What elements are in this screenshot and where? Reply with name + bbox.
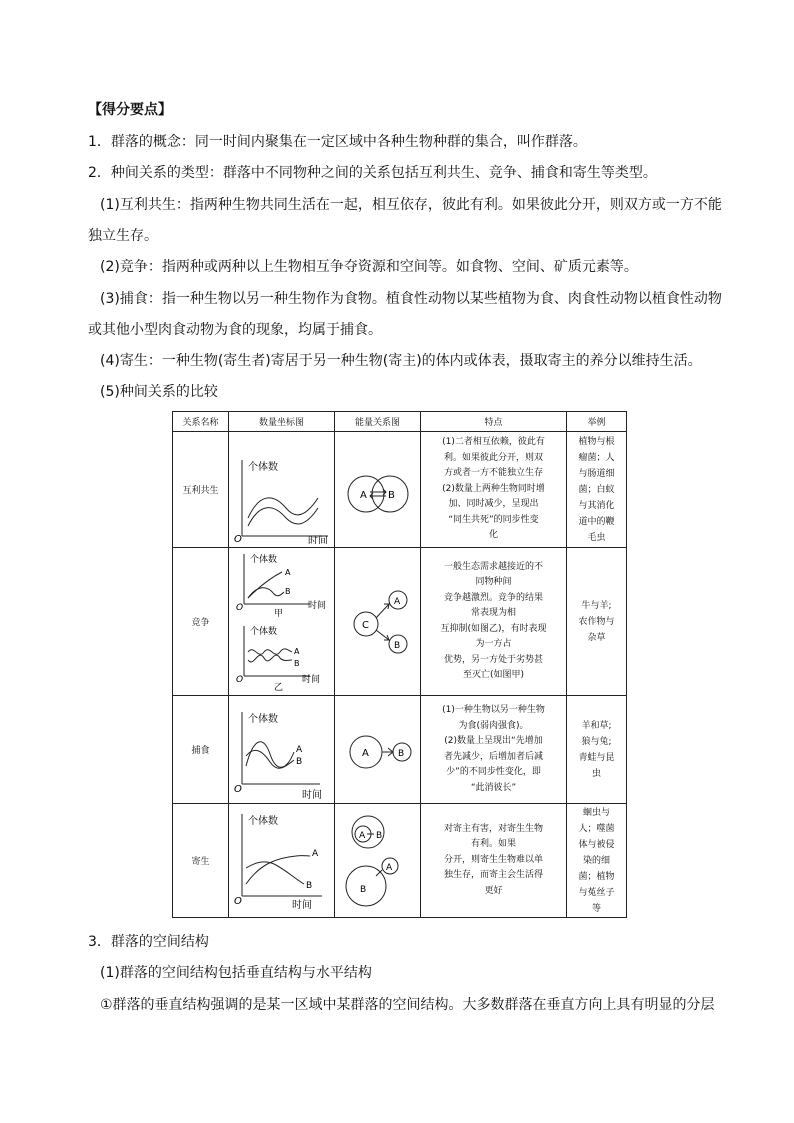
feature-line: 独生存，而寄主会生活得 bbox=[443, 870, 543, 881]
example-line: 蛔虫与 bbox=[582, 807, 610, 818]
example-line: 菌；白蚁 bbox=[578, 484, 615, 495]
svg-text:A: A bbox=[295, 745, 302, 755]
paragraph-parasitism: (4)寄生：一种生物(寄生者)寄居于另一种生物(寄主)的体内或体表，摄取寄主的养分以维持生活。 bbox=[100, 353, 702, 369]
feature-line: 化 bbox=[488, 530, 498, 541]
y-axis-label: 个体数 bbox=[247, 816, 278, 827]
example-line: 毛虫 bbox=[587, 532, 606, 543]
feature-line: (1)二者相互依赖，彼此有 bbox=[442, 437, 545, 448]
feature-line: 互抑制(如图乙)，有时表现 bbox=[440, 623, 547, 634]
row-name: 寄生 bbox=[173, 804, 229, 918]
feature-line: 竞争越激烈。竞争的结果 bbox=[443, 592, 543, 603]
feature-line: 少”的不同步性变化，即 bbox=[446, 767, 541, 777]
feature-line: 分开，则寄生生物难以单 bbox=[443, 854, 543, 865]
header-examples: 举例 bbox=[567, 412, 627, 432]
features-parasitism bbox=[421, 804, 567, 918]
features-competition bbox=[421, 548, 567, 696]
row-name: 互利共生 bbox=[173, 432, 229, 548]
origin-label: O bbox=[235, 675, 243, 685]
svg-text:B: B bbox=[305, 881, 312, 891]
svg-text:A: A bbox=[385, 863, 392, 873]
svg-text:B: B bbox=[393, 641, 400, 651]
example-line: 与其消化 bbox=[578, 500, 615, 511]
energy-graph-mutualism bbox=[335, 432, 421, 548]
quantity-graph-competition bbox=[229, 548, 335, 696]
feature-line: “同生共死”的同步性变 bbox=[448, 514, 539, 525]
origin-label: O bbox=[235, 603, 243, 613]
y-axis-label: 个体数 bbox=[247, 462, 278, 473]
energy-graph-predation bbox=[335, 696, 421, 804]
graph-label-jia: 甲 bbox=[273, 609, 283, 619]
table-row bbox=[173, 804, 627, 918]
svg-text:A: A bbox=[293, 647, 299, 656]
paragraph-relation-types: 2．种间关系的类型：群落中不同物种之间的关系包括互利共生、竞争、捕食和寄生等类型。 bbox=[88, 165, 657, 181]
quantity-graph-predation bbox=[229, 696, 335, 804]
table-row bbox=[173, 548, 627, 696]
svg-text:B: B bbox=[293, 659, 299, 668]
svg-text:B: B bbox=[359, 885, 366, 895]
svg-text:B: B bbox=[284, 587, 290, 596]
svg-text:A: A bbox=[359, 490, 367, 501]
section-spatial-structure: 3．群落的空间结构 bbox=[88, 934, 209, 950]
paragraph-spatial-structure: (1)群落的空间结构包括垂直结构与水平结构 bbox=[100, 965, 372, 981]
quantity-graph-parasitism bbox=[229, 804, 335, 918]
quantity-graph-mutualism bbox=[229, 432, 335, 548]
feature-line: (1)一种生物以另一种生物 bbox=[442, 705, 545, 715]
feature-line: 加、同时减少，呈现出 bbox=[448, 499, 539, 510]
svg-text:A: A bbox=[393, 597, 400, 607]
example-line: 杂草 bbox=[587, 632, 606, 643]
example-line: 虫 bbox=[591, 768, 601, 779]
example-line: 羊和草; bbox=[581, 720, 612, 731]
example-line: 植物与根 bbox=[578, 436, 615, 447]
row-name: 竞争 bbox=[173, 548, 229, 696]
example-line: 狼与兔; bbox=[581, 736, 612, 747]
paragraph-mutualism-1: (1)互利共生：指两种生物共同生活在一起，相互依存，彼此有利。如果彼此分开，则双方或一方不能 bbox=[100, 197, 722, 213]
feature-line: 至灭亡(如图甲) bbox=[462, 670, 525, 680]
example-line: 菌；植物 bbox=[578, 871, 615, 882]
feature-line: “此消彼长” bbox=[470, 782, 517, 793]
header-quantity-graph: 数量坐标图 bbox=[229, 412, 335, 432]
example-line: 农作物与 bbox=[578, 616, 615, 627]
origin-label: O bbox=[233, 534, 242, 544]
features-predation bbox=[421, 696, 567, 804]
feature-line: 方或者一方不能独立生存 bbox=[443, 468, 543, 479]
example-line: 体与被侵 bbox=[578, 839, 615, 850]
header-relation-name: 关系名称 bbox=[173, 412, 229, 432]
paragraph-comparison-title: (5)种间关系的比较 bbox=[100, 384, 218, 400]
feature-line: 对寄主有害，对寄生生物 bbox=[443, 823, 543, 834]
feature-line: 常表现为相 bbox=[470, 608, 516, 618]
feature-line: (2)数量上两种生物同时增 bbox=[442, 483, 545, 494]
origin-label: O bbox=[233, 896, 242, 907]
example-line: 牛与羊; bbox=[581, 600, 612, 611]
table-row bbox=[173, 696, 627, 804]
examples-mutualism bbox=[567, 432, 627, 548]
x-axis-label: 时间 bbox=[301, 675, 320, 685]
examples-parasitism bbox=[567, 804, 627, 918]
feature-line: 为食(弱肉强食)。 bbox=[458, 720, 529, 731]
svg-text:A: A bbox=[358, 831, 365, 841]
section-heading: 【得分要点】 bbox=[88, 102, 172, 118]
table-header-row bbox=[173, 412, 627, 432]
feature-line: 一般生态需求越接近的不 bbox=[443, 561, 543, 572]
paragraph-predation-1: (3)捕食：指一种生物以另一种生物作为食物。植食性动物以某些植物为食、肉食性动物以植食性动物 bbox=[100, 291, 722, 307]
svg-text:A: A bbox=[361, 748, 369, 759]
features-mutualism bbox=[421, 432, 567, 548]
paragraph-predation-2: 或其他小型肉食动物为食的现象，均属于捕食。 bbox=[88, 322, 382, 338]
relation-comparison-table bbox=[172, 411, 627, 918]
example-line: 青蛙与昆 bbox=[578, 752, 615, 763]
svg-text:B: B bbox=[387, 490, 395, 501]
paragraph-community-concept: 1．群落的概念：同一时间内聚集在一定区域中各种生物种群的集合，叫作群落。 bbox=[88, 134, 587, 150]
example-line: 道中的鞭 bbox=[578, 516, 615, 527]
origin-label: O bbox=[233, 784, 242, 795]
y-axis-label: 个体数 bbox=[249, 555, 277, 565]
header-energy-graph: 能量关系图 bbox=[335, 412, 421, 432]
x-axis-label: 时间 bbox=[301, 790, 322, 800]
feature-line: 者先减少，后增加者后减 bbox=[443, 751, 543, 762]
x-axis-label: 时间 bbox=[307, 536, 328, 544]
paragraph-vertical-structure: ①群落的垂直结构强调的是某一区域中某群落的空间结构。大多数群落在垂直方向上具有明显的分层 bbox=[100, 997, 715, 1013]
feature-line: 利。如果彼此分开，则双 bbox=[443, 452, 543, 463]
feature-line: 更好 bbox=[484, 885, 503, 896]
feature-line: (2)数量上呈现出“先增加 bbox=[444, 736, 543, 746]
graph-label-yi: 乙 bbox=[273, 683, 283, 692]
example-line: 与菟丝子 bbox=[578, 887, 615, 898]
y-axis-label: 个体数 bbox=[247, 714, 278, 725]
feature-line: 同物种间 bbox=[475, 577, 512, 587]
x-axis-label: 时间 bbox=[307, 601, 326, 611]
table-row bbox=[173, 432, 627, 548]
svg-text:A: A bbox=[311, 849, 318, 859]
example-line: 与肠道细 bbox=[578, 468, 615, 479]
example-line: 瘤菌；人 bbox=[578, 452, 615, 463]
header-features: 特点 bbox=[421, 412, 567, 432]
energy-graph-competition bbox=[335, 548, 421, 696]
svg-text:B: B bbox=[397, 749, 404, 759]
row-name: 捕食 bbox=[173, 696, 229, 804]
svg-text:B: B bbox=[375, 831, 382, 841]
paragraph-mutualism-2: 独立生存。 bbox=[88, 228, 158, 244]
svg-text:B: B bbox=[295, 757, 302, 767]
example-line: 等 bbox=[591, 903, 601, 914]
feature-line: 为一方占 bbox=[475, 639, 512, 649]
example-line: 人；噬菌 bbox=[578, 823, 615, 834]
feature-line: 有利。如果 bbox=[470, 839, 516, 850]
paragraph-competition: (2)竞争：指两种或两种以上生物相互争夺资源和空间等。如食物、空间、矿质元素等。 bbox=[100, 259, 638, 275]
svg-text:A: A bbox=[284, 568, 290, 577]
y-axis-label: 个体数 bbox=[249, 627, 277, 637]
energy-graph-parasitism bbox=[335, 804, 421, 918]
example-line: 染的细 bbox=[582, 855, 610, 866]
feature-line: 优势，另一方处于劣势甚 bbox=[443, 654, 543, 665]
svg-text:C: C bbox=[361, 620, 369, 631]
examples-predation bbox=[567, 696, 627, 804]
examples-competition bbox=[567, 548, 627, 696]
x-axis-label: 时间 bbox=[291, 900, 312, 911]
